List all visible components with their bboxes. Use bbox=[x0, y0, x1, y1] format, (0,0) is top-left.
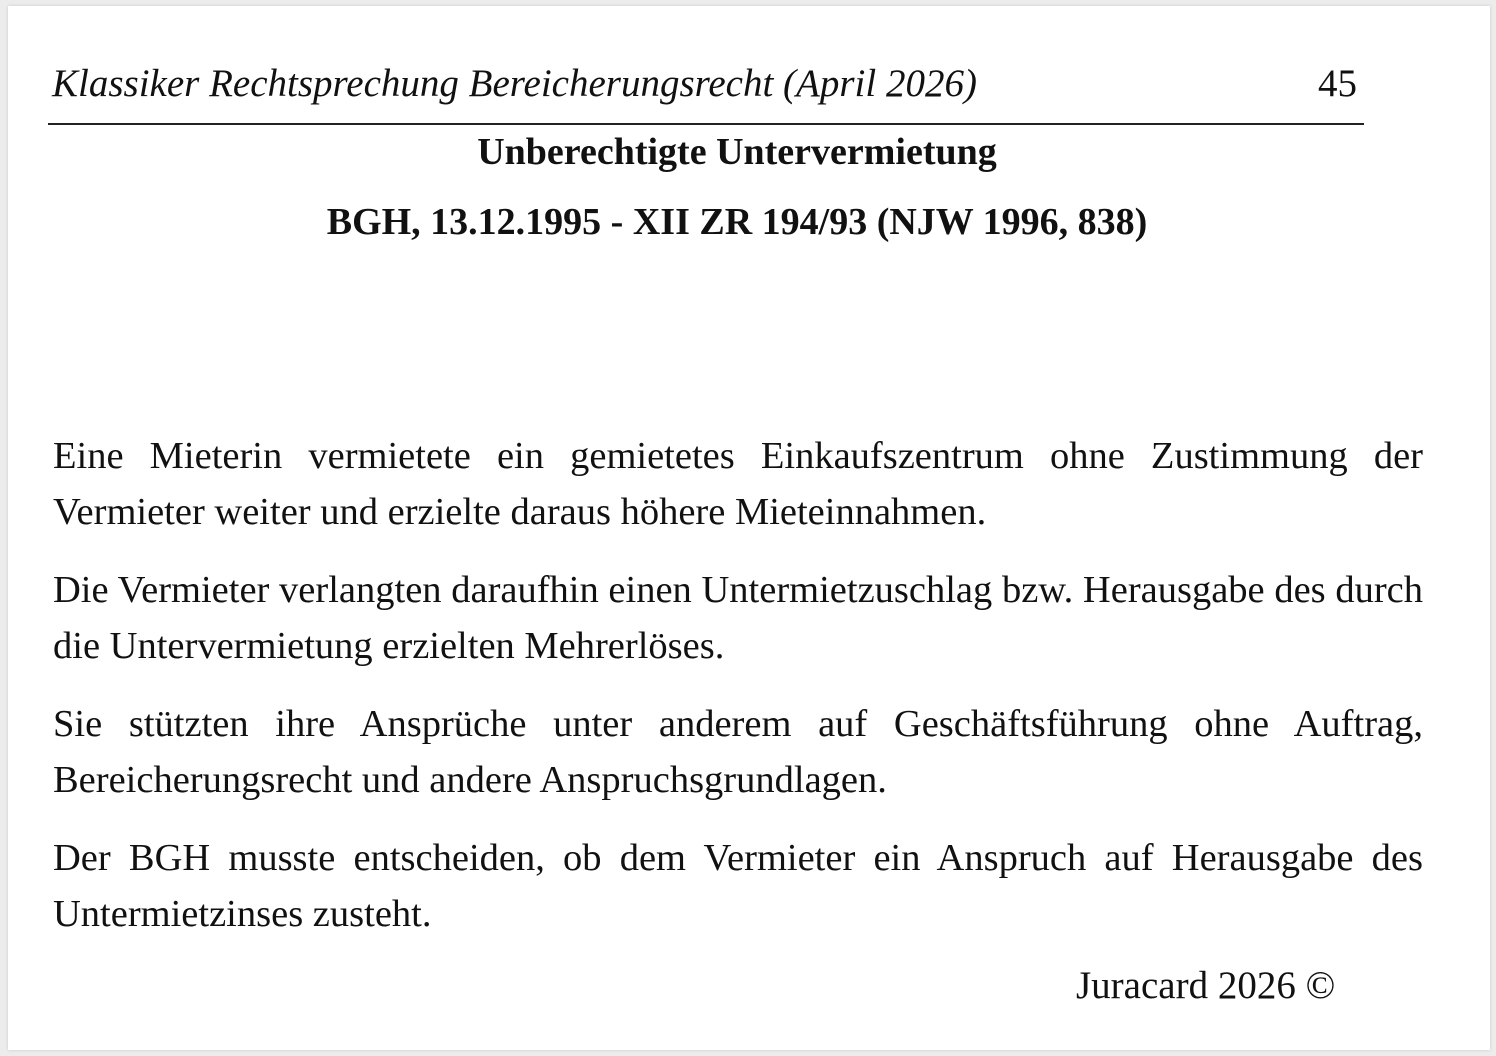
page-number: 45 bbox=[1318, 62, 1357, 105]
paragraph-grounds: Sie stützten ihre Ansprüche unter anderem auf Geschäftsführung ohne Auftrag, Bereicherungsrecht und andere Anspruchsgrundlagen. bbox=[53, 703, 1423, 801]
paragraph-claim: Die Vermieter verlangten daraufhin einen Untermietzuschlag bzw. Herausgabe des durch die Untervermietung erzielten Mehrerlöses. bbox=[53, 569, 1423, 667]
case-title: Unberechtigte Untervermietung bbox=[477, 131, 997, 173]
running-header-title: Klassiker Rechtsprechung Bereicherungsrecht (April 2026) bbox=[52, 62, 977, 105]
document-page bbox=[8, 6, 1490, 1050]
copyright-footer: Juracard 2026 © bbox=[1076, 964, 1336, 1007]
case-citation: BGH, 13.12.1995 - XII ZR 194/93 (NJW 1996, 838) bbox=[326, 201, 1148, 243]
paragraph-question: Der BGH musste entscheiden, ob dem Vermieter ein Anspruch auf Herausgabe des Untermietzinses zusteht. bbox=[53, 837, 1423, 935]
paragraph-facts: Eine Mieterin vermietete ein gemietetes Einkaufszentrum ohne Zustimmung der Vermieter weiter und erzielte daraus höhere Mieteinnahmen. bbox=[53, 435, 1423, 533]
header-divider bbox=[48, 123, 1364, 125]
